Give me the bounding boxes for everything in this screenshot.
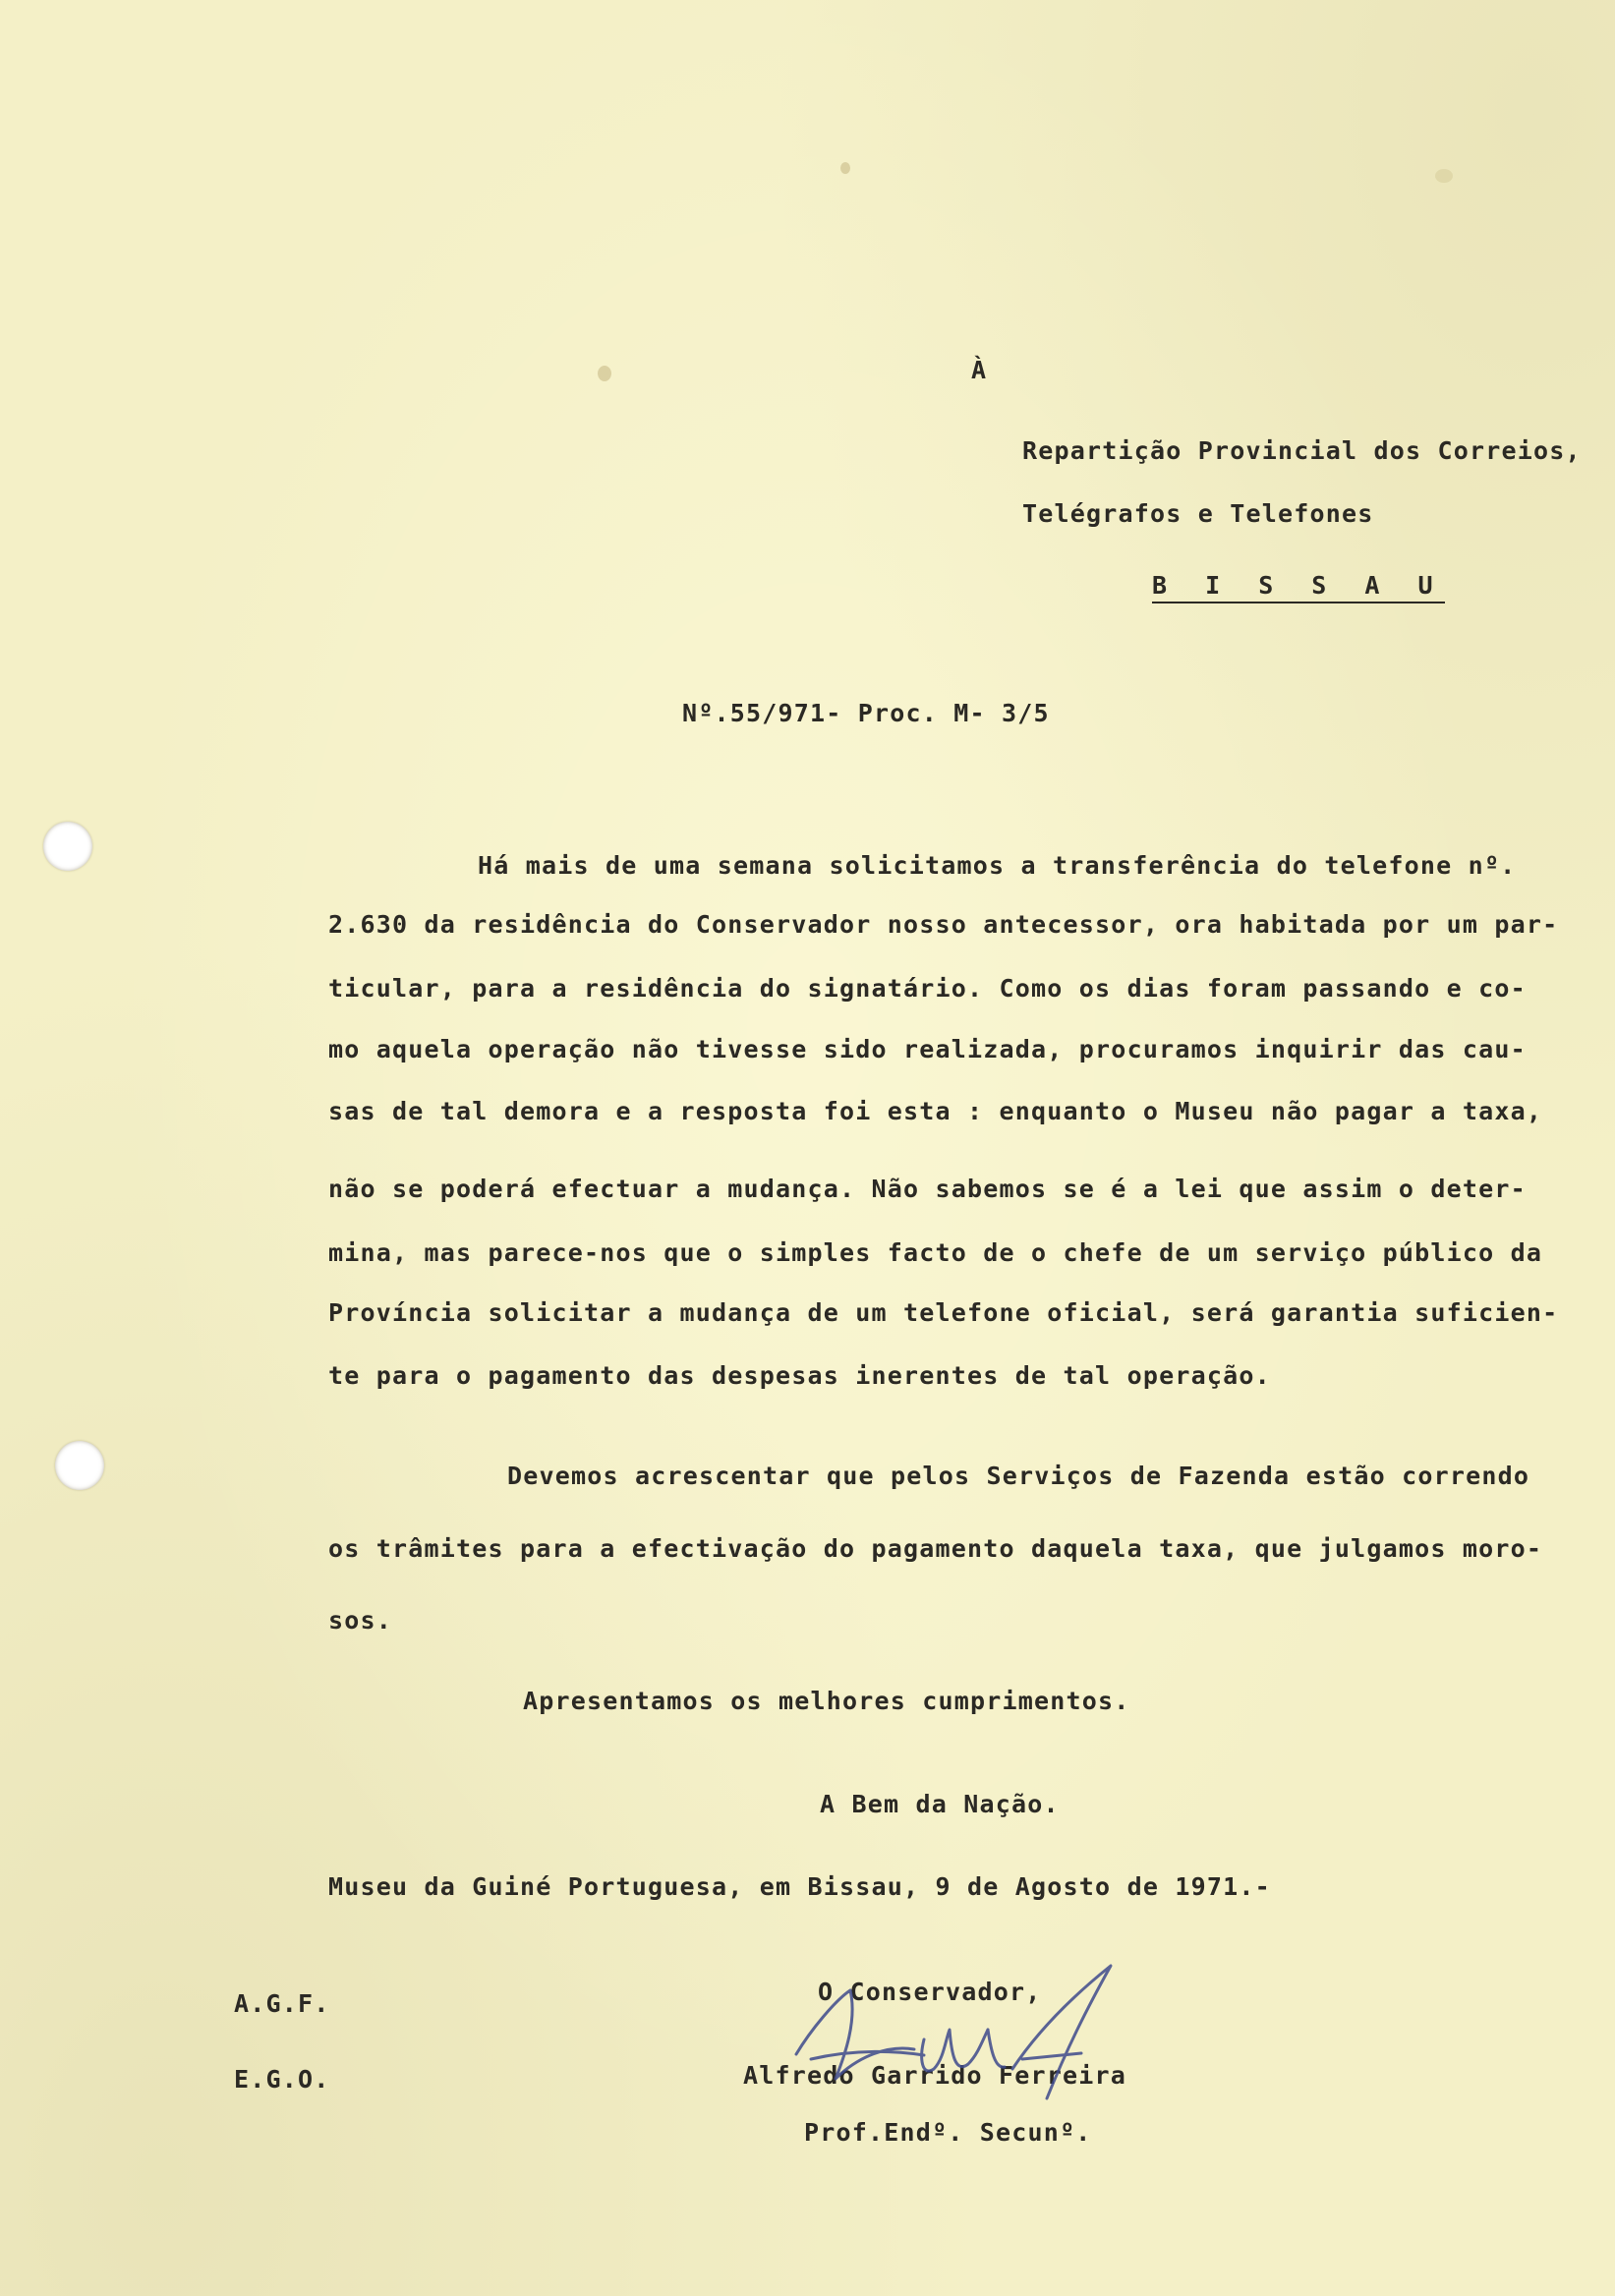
closing-motto: A Bem da Nação. bbox=[820, 1790, 1060, 1818]
paper-stain bbox=[1435, 169, 1453, 183]
salutation: À bbox=[971, 356, 988, 384]
paragraph-1-line: mo aquela operação não tivesse sido realizada, procuramos inquirir das cau- bbox=[328, 1035, 1527, 1063]
place-and-date: Museu da Guiné Portuguesa, em Bissau, 9 de Agosto de 1971.- bbox=[328, 1872, 1271, 1901]
signatory-title: O Conservador, bbox=[818, 1978, 1042, 2006]
initials-line-2: E.G.O. bbox=[234, 2065, 330, 2094]
paragraph-1-line: mina, mas parece-nos que o simples facto de o chefe de um serviço público da bbox=[328, 1238, 1543, 1267]
paragraph-1-line: te para o pagamento das despesas inerentes de tal operação. bbox=[328, 1361, 1271, 1390]
paper-stain bbox=[598, 366, 611, 381]
recipient-line-2: Telégrafos e Telefones bbox=[1022, 499, 1374, 528]
signatory-position: Prof.Endº. Secunº. bbox=[804, 2118, 1092, 2147]
paragraph-1-line: 2.630 da residência do Conservador nosso antecessor, ora habitada por um par- bbox=[328, 910, 1559, 939]
recipient-city: B I S S A U bbox=[1152, 573, 1445, 603]
signatory-name: Alfredo Garrido Ferreira bbox=[743, 2061, 1127, 2090]
initials-line-1: A.G.F. bbox=[234, 1989, 330, 2018]
paper-stain bbox=[840, 162, 850, 174]
paragraph-1-line: sas de tal demora e a resposta foi esta : enquanto o Museu não pagar a taxa, bbox=[328, 1097, 1543, 1125]
paragraph-2-line: Devemos acrescentar que pelos Serviços de Fazenda estão correndo bbox=[507, 1462, 1530, 1490]
punch-hole bbox=[55, 1441, 104, 1490]
paragraph-1-line: Há mais de uma semana solicitamos a transferência do telefone nº. bbox=[478, 851, 1517, 880]
paragraph-2-line: sos. bbox=[328, 1606, 393, 1635]
closing-greeting: Apresentamos os melhores cumprimentos. bbox=[523, 1687, 1130, 1715]
punch-hole bbox=[43, 822, 92, 871]
paragraph-1-line: Província solicitar a mudança de um telefone oficial, será garantia suficien- bbox=[328, 1298, 1559, 1327]
recipient-line-1: Repartição Provincial dos Correios, bbox=[1022, 436, 1582, 465]
handwritten-signature-icon bbox=[777, 1961, 1150, 2103]
reference-number: Nº.55/971- Proc. M- 3/5 bbox=[682, 699, 1050, 727]
paragraph-1-line: não se poderá efectuar a mudança. Não sabemos se é a lei que assim o deter- bbox=[328, 1175, 1527, 1203]
paragraph-1-line: ticular, para a residência do signatário. Como os dias foram passando e co- bbox=[328, 974, 1527, 1003]
paragraph-2-line: os trâmites para a efectivação do pagamento daquela taxa, que julgamos moro- bbox=[328, 1534, 1543, 1563]
